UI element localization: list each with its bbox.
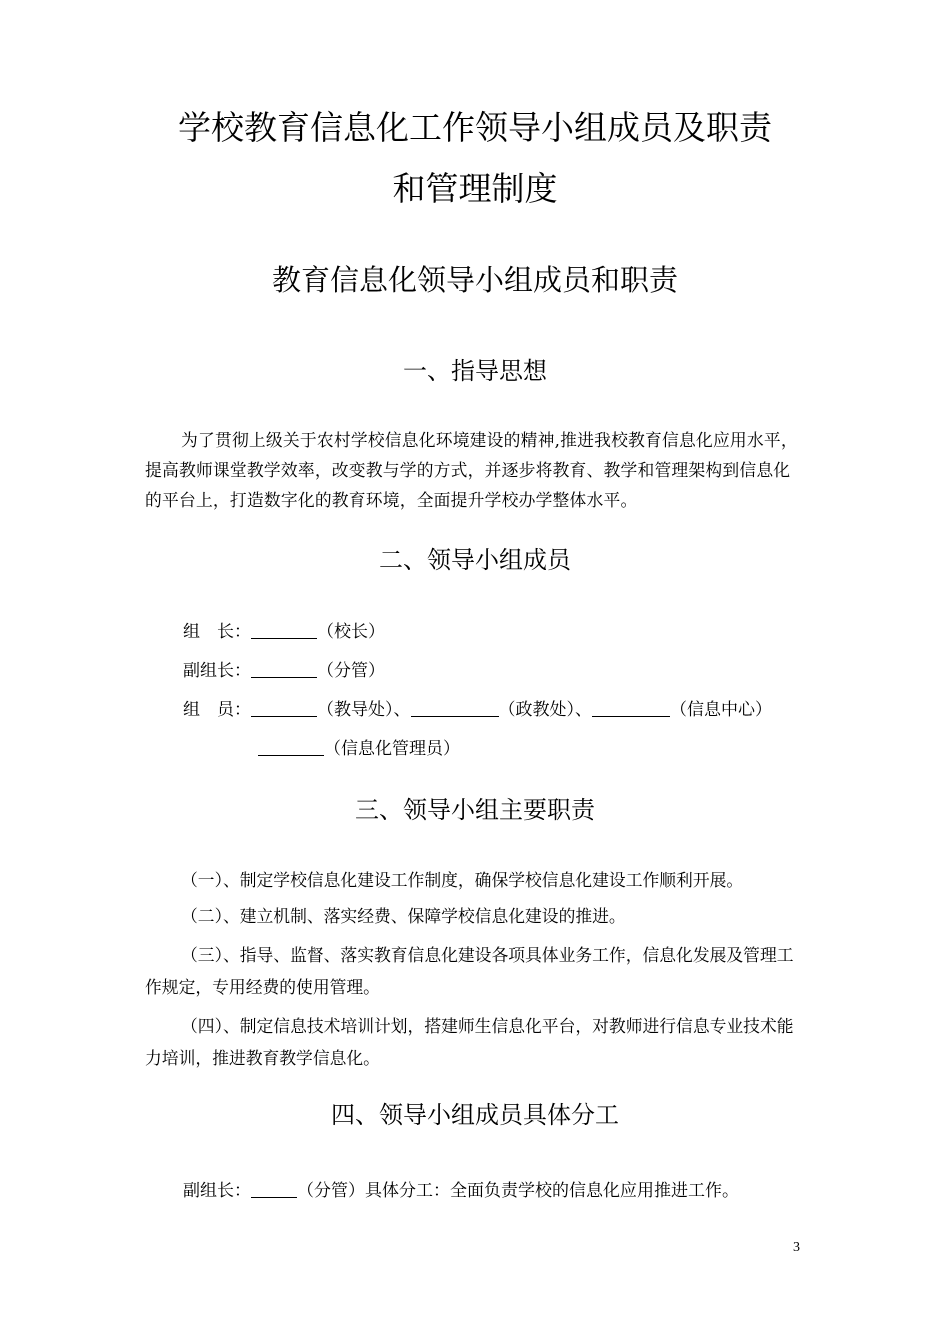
member-role-1: （教导处）、	[317, 700, 411, 720]
document-title-line1: 学校教育信息化工作领导小组成员及职责	[178, 108, 772, 147]
section-heading-duties: 三、领导小组主要职责	[355, 796, 595, 824]
division-text: （分管）具体分工：全面负责学校的信息化应用推进工作。	[297, 1181, 739, 1201]
page-number: 3	[793, 1240, 800, 1255]
deputy-label: 副组长：	[183, 661, 251, 681]
member-row-admin	[258, 737, 460, 761]
deputy-role: （分管）	[317, 661, 385, 681]
duty-item-3: （三）、指导、监督、落实教育信息化建设各项具体业务工作，信息化发展及管理工作规定，专用经费的使用管理。	[145, 945, 794, 997]
deputy-blank	[251, 659, 317, 678]
division-label: 副组长：	[183, 1181, 251, 1201]
member-blank-4	[258, 737, 324, 756]
division-row	[183, 1179, 739, 1203]
member-row-deputy	[183, 659, 385, 683]
section-heading-division: 四、领导小组成员具体分工	[331, 1101, 619, 1129]
document-subtitle: 教育信息化领导小组成员和职责	[271, 263, 678, 297]
leader-role: （校长）	[317, 622, 385, 642]
duty-item-4: （四）、制定信息技术培训计划，搭建师生信息化平台，对教师进行信息专业技术能力培训，推进教育教学信息化。	[145, 1016, 794, 1068]
member-blank-1	[251, 698, 317, 717]
section-heading-members: 二、领导小组成员	[379, 546, 571, 574]
member-label: 组 员：	[183, 700, 251, 720]
leader-blank	[251, 620, 317, 639]
member-blank-3	[592, 698, 670, 717]
member-role-2: （政教处）、	[498, 700, 592, 720]
leader-label: 组 长：	[183, 622, 251, 642]
member-row-leader	[183, 620, 385, 644]
duty-item-1: （一）、制定学校信息化建设工作制度，确保学校信息化建设工作顺利开展。	[181, 870, 744, 890]
member-role-3: （信息中心）	[670, 700, 772, 720]
document-title-line2: 和管理制度	[392, 169, 558, 208]
paragraph-text: 为了贯彻上级关于农村学校信息化环境建设的精神,推进我校教育信息化应用水平，提高教师课堂教学效率，改变教与学的方式，并逐步将教育、教学和管理架构到信息化的平台上，打造数字化的教育环境，全面提升学校办学整体水平。	[145, 430, 798, 510]
duty-item-2: （二）、建立机制、落实经费、保障学校信息化建设的推进。	[181, 906, 626, 926]
member-role-4: （信息化管理员）	[324, 739, 460, 759]
member-blank-2	[411, 698, 499, 717]
duties-list	[145, 864, 810, 1074]
member-row-members	[183, 698, 772, 722]
section-heading-guiding-thought: 一、指导思想	[403, 357, 547, 385]
guiding-thought-paragraph	[145, 425, 805, 515]
division-blank	[251, 1179, 297, 1198]
